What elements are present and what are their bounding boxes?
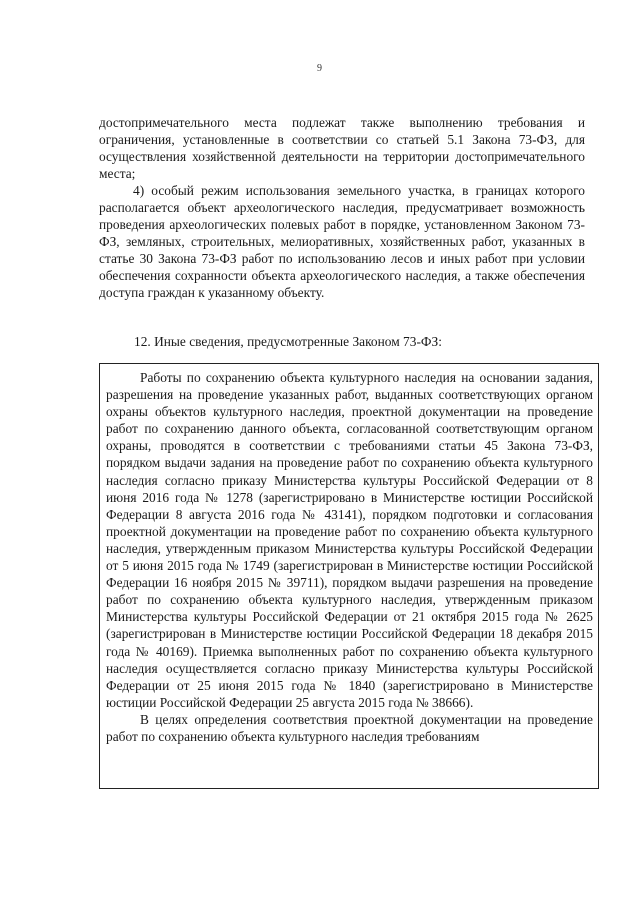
paragraph-continuation xyxy=(99,114,585,182)
paragraph-item-4 xyxy=(99,182,585,301)
box-content xyxy=(106,369,593,745)
bordered-text-box xyxy=(99,363,599,789)
paragraph-text: достопримечательного места подлежат также выполнению требования и ограничения, установленные в соответствии со статьей 5.1 Закона 73-ФЗ, для осуществления хозяйственной деятельности на территории достопримечательного места; xyxy=(99,115,585,181)
box-paragraph-1: Работы по сохранению объекта культурного наследия на основании задания, разрешения на проведение указанных работ, выданных соответствующих органом охраны объектов культурного наследия, проектной документации на проведение работ по сохранению данного объекта, согласованной соответствующим органом охраны, проводятся в соответствии с требованиями статьи 45 Закона 73-ФЗ, порядком выдачи задания на проведение работ по сохранению объекта культурного наследия согласно приказу Министерства культуры Российской Федерации от 8 июня 2016 года № 1278 (зарегистрировано в Министерстве юстиции Российской Федерации 8 августа 2016 года № 43141), порядком подготовки и согласования проектной документации на проведение работ по сохранению объекта культурного наследия, утвержденным приказом Министерства культуры Российской Федерации от 5 июня 2015 года № 1749 (зарегистрирован в Министерстве юстиции Российской Федерации 16 ноября 2015 № 39711), порядком выдачи разрешения на проведение работ по сохранению объекта культурного наследия, утвержденным приказом Министерства культуры Российской Федерации от 21 октября 2015 года № 2625 (зарегистрирован в Министерстве юстиции Российской Федерации 18 декабря 2015 года № 40169). Приемка выполненных работ по сохранению объекта культурного наследия осуществляется согласно приказу Министерства культуры Российской Федерации от 25 июня 2015 года № 1840 (зарегистрировано в Министерстве юстиции Российской Федерации 25 августа 2015 года № 38666). xyxy=(106,370,593,710)
paragraph-text: 4) особый режим использования земельного участка, в границах которого располагается объект археологического наследия, предусматривает возможность проведения археологических полевых работ в порядке, установленном Законом 73-ФЗ, земляных, строительных, мелиоративных, хозяйственных работ, указанных в статье 30 Закона 73-ФЗ работ по использованию лесов и иных работ при условии обеспечения сохранности объекта археологического наследия, а также обеспечения доступа граждан к указанному объекту. xyxy=(99,183,585,300)
box-paragraph-2: В целях определения соответствия проектной документации на проведение работ по сохранению объекта культурного наследия требованиям xyxy=(106,711,593,744)
page-number: 9 xyxy=(317,63,322,74)
section-heading: 12. Иные сведения, предусмотренные Законом 73-ФЗ: xyxy=(134,334,442,349)
